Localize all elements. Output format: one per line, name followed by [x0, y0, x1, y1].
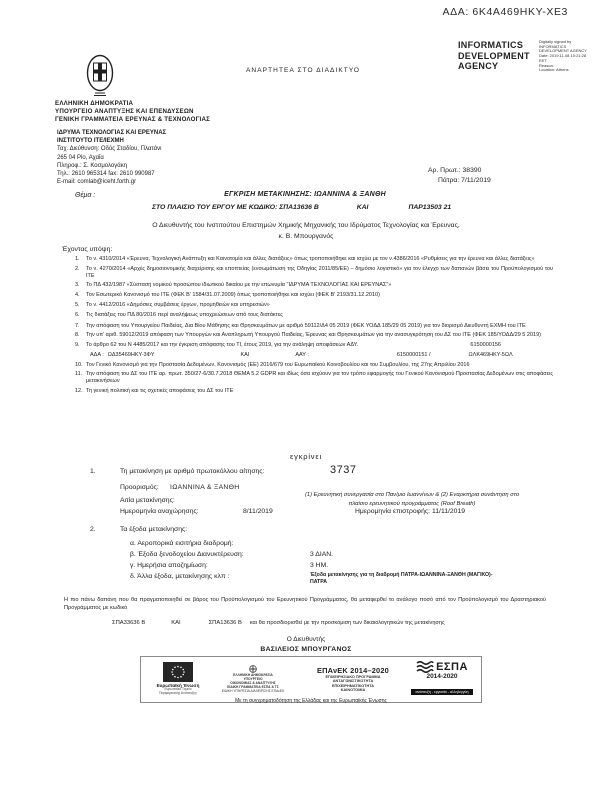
- item-text: Τον Εσωτερικό Κανονισμό του ΙΤΕ (ΦΕΚ Β' 1584/31.07.2009) όπως τροποποιήθηκε και ισχύει (ΦΕΚ Β' 2193/31.12.2010): [86, 292, 380, 299]
- decision2-number: 2.: [90, 526, 96, 533]
- espa-tagline-band: ανάπτυξη - εργασία - αλληλεγγύη: [411, 689, 472, 695]
- item-number: 11.: [75, 371, 83, 378]
- signature-title: Ο Διευθυντής: [286, 636, 326, 643]
- considerations-list: [75, 256, 553, 398]
- stamp-sig-line: Location: Athens: [539, 67, 569, 73]
- aay-value-2: ΩΛΚ469ΗΚΥ-5ΩΛ: [468, 351, 513, 358]
- item-number: 9.: [75, 342, 80, 348]
- espa-word: ΕΣΠΑ: [436, 660, 468, 673]
- ada-value: ΩΔ35469ΗΚΥ-3ΦΥ: [107, 351, 155, 358]
- consideration-item: [75, 388, 553, 395]
- espa-waves-icon: [416, 660, 434, 673]
- expense-hotel-label: β. Έξοδα ξενοδοχείου Διανυκτέρευση:: [130, 551, 244, 558]
- stamp-sig-line: INFORMATICS: [539, 43, 567, 49]
- stamp-sig-line: DEVELOPMENT AGENCY: [539, 48, 587, 54]
- expense-per-diem-value: 3 ΗΜ.: [310, 562, 329, 569]
- item-number: 2.: [75, 265, 80, 272]
- consideration-item: [75, 256, 553, 263]
- destination-label: Προορισμός:: [120, 484, 159, 491]
- government-letterhead: [55, 100, 210, 124]
- stamp-sig-line: Digitally signed by: [539, 39, 572, 44]
- budget-codes-row: [112, 620, 445, 626]
- consideration-item: [75, 292, 553, 299]
- budget-code-2: ΣΠΑ13636 Β: [208, 620, 242, 626]
- epanek-line: ΕΠΙΧΕΙΡΗΣΙΑΚΟ ΠΡΟΓΡΑΜΜΑ: [325, 674, 381, 679]
- item-number: 1.: [75, 256, 80, 262]
- ministry-line: ΕΛΛΗΝΙΚΗ ΔΗΜΟΚΡΑΤΙΑ: [233, 673, 273, 677]
- item-text: Την απόφαση του Υπουργείου Παιδείας, Δια Βίου Μάθησης και Θρησκευμάτων με αριθμό 59112/Δ4 05 2019 (ΦΕΚ ΥΟΔΔ 185/29 05 2019) για τον διορισμό Διευθυντή ΕΧΜΗ του ΙΤΕ: [86, 322, 526, 329]
- request-number-value: 3737: [330, 464, 357, 476]
- expense-other-value: [310, 572, 558, 587]
- epanek-title: ΕΠΑνΕΚ 2014–2020: [317, 665, 389, 675]
- subject-project-codes: [152, 204, 451, 211]
- stamp-sig-line: Reason:: [539, 62, 554, 68]
- consideration-item: [75, 266, 553, 280]
- consideration-item: [75, 332, 553, 339]
- internet-posting-label: ΑΝΑΡΤΗΤΕΑ ΣΤΟ ΔΙΑΔΙΚΤΥΟ: [246, 67, 361, 74]
- expense-per-diem-label: γ. Ημερήσια αποζημίωση:: [130, 562, 208, 569]
- eu-flag-block: [147, 662, 209, 696]
- eu-fund-line: Ευρωπαϊκό Ταμείο: [164, 687, 192, 692]
- hellenic-republic-emblem-icon: [86, 52, 114, 100]
- item-text: Το ν. 4270/2014 «Αρχές δημοσιονομικής διαχείρισης και εποπτείας (ενσωμάτωση της Οδηγίας 2011/85/ΕΕ) – δημόσιο λογιστικό» για τον έλεγχο των δαπανών βάσει του Προϋπολογισμού του ΙΤΕ: [86, 265, 553, 279]
- letterhead-line: ΥΠΟΥΡΓΕΙΟ ΑΝΑΠΤΥΞΗΣ ΚΑΙ ΕΠΕΝΔΥΣΕΩΝ: [55, 108, 194, 115]
- org-name: ΙΔΡΥΜΑ ΤΕΧΝΟΛΟΓΙΑΣ ΚΑΙ ΕΡΕΥΝΑΣ: [57, 130, 167, 136]
- stamp-signature-details: [539, 40, 587, 73]
- stamp-agency-name: INFORMATICS DEVELOPMENT AGENCY: [458, 40, 530, 71]
- item-number: 8.: [75, 332, 80, 339]
- aay-label: ΑΑΥ :: [295, 351, 309, 358]
- item-text: Το ν. 4310/2014 «Έρευνα, Τεχνολογική Ανάπτυξη και Καινοτομία και άλλες διατάξεις» όπως τροποποιήθηκε και ισχύει με τον ν.4386/2016 «Ρυθμίσεις για την έρευνα και άλλες διατάξεις»: [86, 256, 535, 262]
- and-label: ΚΑΙ: [171, 620, 181, 626]
- eu-flag-icon: [163, 662, 193, 682]
- expense-other-label: δ. Άλλα έξοδα, μετακίνησης κλπ :: [130, 573, 230, 580]
- ministry-emblem-icon: [249, 665, 257, 673]
- eu-name: Ευρωπαϊκή Ένωση: [156, 683, 200, 689]
- decision1-number: 1.: [90, 468, 96, 475]
- consideration-item: [75, 371, 553, 385]
- consideration-item: [75, 312, 553, 319]
- return-date-value: 11/11/2019: [432, 508, 466, 515]
- espa-block: [409, 660, 475, 698]
- subject-code-1: ΣΤΟ ΠΛΑΙΣΙΟ ΤΟΥ ΕΡΓΟΥ ΜΕ ΚΩΔΙΚΟ: ΣΠΑ13636 Β: [152, 204, 319, 211]
- director-name-short: κ. Β. Μπουργανός: [278, 233, 334, 240]
- departure-date-value: 8/11/2019: [243, 508, 273, 515]
- consideration-item: [75, 282, 553, 289]
- ministry-line: ΥΠΟΥΡΓΕΙΟ: [243, 677, 263, 681]
- org-address-line: Ταχ. Διεύθυνση: Οδός Σταδίου, Πλατάνι: [57, 146, 162, 153]
- item-text: Την απόφαση του ΔΣ του ΙΤΕ αρ. πρωτ. 350/27-6/30.7.2018 ΘΕΜΑ 5.2 GDPR και ιδίως όσα ισχύουν για τον τρόπο εφαρμογής του Γενικού Κανονισμού Προστασίας Δεδομένων στις αποφάσεις μετακινήσεων: [86, 371, 553, 385]
- item-number: 7.: [75, 322, 80, 329]
- ministry-block: [209, 665, 297, 693]
- protocol-place-date: Πάτρα: 7/11/2019: [438, 176, 491, 184]
- eu-fund-line: Περιφερειακής Ανάπτυξης: [159, 691, 197, 695]
- aay-value-1: 6150000151 /: [396, 351, 431, 358]
- consideration-item: [75, 342, 553, 349]
- consideration-item: [75, 362, 553, 369]
- org-contact-person: Πληροφ.: Σ. Κοσμολογάκη: [57, 162, 128, 169]
- subject-label: Θέμα :: [75, 192, 96, 199]
- protocol-number: Αρ. Πρωτ.: 38390: [428, 167, 482, 174]
- budget-tail-text: και θα προσδιορισθεί με την προσκόμιση των δικαιολογητικών της μετακίνησης: [249, 620, 445, 626]
- epanek-line: ΑΝΤΑΓΩΝΙΣΤΙΚΟΤΗΤΑ: [332, 679, 374, 684]
- and-label: ΚΑΙ: [240, 351, 250, 358]
- item-text: Τις διατάξεις του ΠΔ 80/2016 περί αναλήψεως υποχρεώσεων από τους διατάκτες: [86, 311, 283, 318]
- budget-code-1: ΣΠΑ33636 Β: [112, 620, 146, 626]
- director-intro-line: Ο Διευθυντής του Ινστιτούτου Επιστημών Χημικής Μηχανικής του Ιδρύματος Τεχνολογίας και Έρευνας,: [152, 222, 460, 229]
- consideration-item: [75, 323, 553, 330]
- stamp-sig-line: EET: [539, 57, 547, 63]
- protocol-block: [428, 166, 491, 185]
- item-text: Την υπ' αριθ. 59012/2019 απόφαση των Υπουργών και Αναπληρωτή Υπουργού Παιδείας, Έρευνας και Θρησκευμάτων για την ανασυγκρότηση του ΔΣ του ΙΤΕ (ΦΕΚ 185/ΥΟΔΔ/29 5 2019): [86, 332, 541, 339]
- reason-line-2: πλαίσιο ερευνητικού προγράμματος (Roof Breath): [348, 501, 476, 507]
- item-text: Το ν. 4412/2016 «Δημόσιες συμβάσεις έργων, προμηθειών και υπηρεσιών»: [86, 301, 270, 308]
- commitment-number: 6150000156: [470, 342, 501, 348]
- departure-date-label: Ημερομηνία αναχώρησης:: [120, 508, 199, 515]
- org-phone: Τηλ.: 2610 965314 fax: 2610 990987: [57, 171, 155, 178]
- item-text: Το ΠΔ 432/1987 «Σύσταση νομικού προσώπου ιδιωτικού δικαίου με την επωνυμία "ΙΔΡΥΜΑ ΤΕΧΝΟΛΟΓΙΑΣ ΚΑΙ ΕΡΕΥΝΑΣ"»: [86, 282, 392, 289]
- consideration-ada-codes-row: [75, 352, 553, 359]
- org-institute: ΙΝΣΤΙΤΟΥΤΟ ΙΤΕ/ΙΕΧΜΗ: [57, 138, 124, 145]
- reason-text: [262, 491, 562, 509]
- signature-name: ΒΑΣΙΛΕΙΟΣ ΜΠΟΥΡΓΑΝΟΣ: [260, 646, 352, 653]
- decision1-label: Τη μετακίνηση με αριθμό πρωτοκόλλου αίτησης:: [120, 468, 265, 475]
- subject-code-2: ΠΑΡ13503 21: [408, 204, 452, 211]
- stamp-sig-line: Date: 2019.11.08 10:21:28: [539, 53, 587, 59]
- epanek-block: [297, 666, 409, 693]
- digital-signature-stamp: [458, 40, 608, 73]
- ada-label: ΑΔΑ :: [90, 351, 104, 358]
- item-text: Τη γενική πολιτική και τις σχετικές αποφάσεις του ΔΣ του ΙΤΕ: [86, 388, 234, 395]
- expense-other-line-1: Έξοδα μετακίνησης για τη διαδρομή ΠΑΤΡΑ-ΙΩΑΝΝΙΝΑ-ΞΑΝΘΗ (ΜΑΓΙΚΟ)-: [310, 572, 493, 578]
- reason-label: Αιτία μετακίνησης:: [120, 497, 175, 504]
- cofunding-statement: Με τη συγχρηματοδότηση της Ελλάδας και της Ευρωπαϊκής Ένωσης: [235, 698, 387, 704]
- organization-contact-block: [57, 129, 166, 186]
- consideration-item: [75, 302, 553, 309]
- item-number: 12.: [75, 388, 83, 395]
- epanek-line: ΚΑΙΝΟΤΟΜΙΑ: [340, 687, 366, 692]
- item-number: 3.: [75, 282, 80, 289]
- item-text: Το άρθρο 62 του Ν 4485/2017 και την έγκριση απόφασης του ΤΙ, έτους 2019, για την ανάληψη αποφάσεων ΑΔΥ.: [86, 342, 359, 348]
- item-number: 10.: [75, 361, 83, 368]
- letterhead-line: ΓΕΝΙΚΗ ΓΡΑΜΜΑΤΕΙΑ ΕΡΕΥΝΑΣ & ΤΕΧΝΟΛΟΓΙΑΣ: [55, 116, 211, 123]
- item-text: Τον Γενικό Κανονισμό για την Προστασία Δεδομένων, Κανονισμός (ΕΕ) 2016/679 του Ευρωπαϊκού Κοινοβουλίου και του Συμβουλίου, της 27ης Απριλίου 2016: [86, 361, 470, 368]
- ministry-line: ΟΙΚΟΝΟΜΙΑΣ & ΑΝΑΠΤΥΞΗΣ: [230, 681, 276, 685]
- ministry-line: ΕΙΔΙΚΗ ΓΡΑΜΜΑΤΕΙΑ ΕΣΠΑ & ΤΣ: [227, 685, 279, 689]
- item-number: 4.: [75, 292, 80, 299]
- org-address-line: 265 04 Ρίο, Αχαΐα: [57, 154, 104, 161]
- budget-paragraph: Η πιο πάνω δαπάνη που θα πραγματοποιηθεί σε βάρος του Προϋπολογισμού του Ερευνητικού Προγράμματος, θα μεταφερθεί το ανάλογο ποσό από τον Προϋπολογισμό του Δραστηριακού Προγράμματος με κωδικό: [64, 597, 546, 611]
- epanek-line: ΕΠΙΧΕΙΡΗΜΑΤΙΚΟΤΗΤΑ: [331, 683, 375, 688]
- expense-hotel-value: 3 ΔΙΑΝ.: [310, 551, 334, 558]
- funding-logos-row: [147, 660, 475, 698]
- reason-line-1: (1) Ερευνητική συνεργασία στο Παν/μιο Ιωαννίνων & (2) Εναρκτήρια συνάντηση στο: [304, 492, 520, 498]
- espa-years: 2014-2020: [426, 673, 458, 680]
- item-number: 5.: [75, 301, 80, 308]
- subject-title: ΕΓΚΡΙΣΗ ΜΕΤΑΚΙΝΗΣΗΣ: ΙΩΑΝΝΙΝΑ & ΞΑΝΘΗ: [224, 191, 386, 198]
- letterhead-line: ΕΛΛΗΝΙΚΗ ΔΗΜΟΚΡΑΤΙΑ: [55, 100, 134, 107]
- expense-other-line-2: ΠΑΤΡΑ: [310, 579, 328, 586]
- ministry-line: ΕΙΔΙΚΗ ΥΠΗΡΕΣΙΑ ΔΙΑΧΕΙΡΙΣΗΣ ΕΠΑνΕΚ: [221, 689, 285, 693]
- decision2-label: Τα έξοδα μετακίνησης:: [120, 526, 188, 533]
- destination-value: ΙΩΑΝΝΙΝΑ & ΞΑΝΘΗ: [170, 484, 240, 491]
- subject-and: ΚΑΙ: [356, 204, 369, 211]
- expense-air-tickets-label: α. Αεροπορικά εισιτήρια διαδρομή:: [130, 540, 234, 547]
- org-email: E-mail: comlab@iceht.forth.gr: [57, 179, 137, 186]
- having-regard-label: Έχοντας υπόψη:: [62, 246, 113, 253]
- eu-funding-banner: [140, 656, 482, 703]
- item-number: 6.: [75, 311, 80, 318]
- ada-code: ΑΔΑ: 6Κ4Α469ΗΚΥ-ΧΕ3: [442, 6, 568, 18]
- approves-heading: εγκρίνει: [290, 452, 322, 461]
- return-date-label: Ημερομηνία επιστροφής:: [355, 508, 431, 515]
